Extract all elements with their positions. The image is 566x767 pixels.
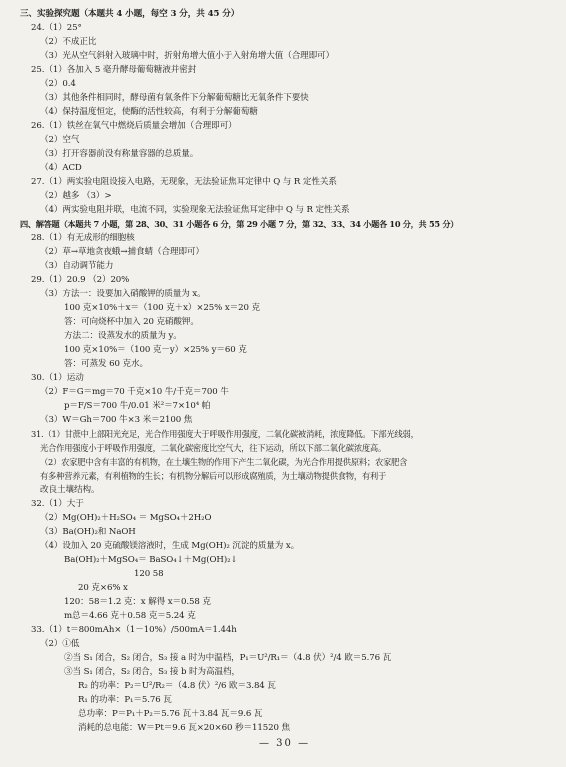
answer-line: 29.（1）20.9 （2）20% [31, 275, 130, 285]
answer-line: Ba(OH)₂＋MgSO₄＝ BaSO₄↓＋Mg(OH)₂↓ [64, 555, 238, 565]
answer-line: （2）0.4 [40, 79, 76, 89]
answer-line: （2）不成正比 [40, 37, 97, 47]
answer-line: 31.（1）甘蔗中上部阳光充足，光合作用强度大于呼吸作用强度，二氧化碳被消耗，浓度降低。下部光线弱， [31, 429, 419, 439]
answer-line: （3）打开容器前没有称量容器的总质量。 [40, 149, 199, 159]
answer-line: R₂ 的功率：P₂＝U²/R₂＝（4.8 伏）²/6 欧＝3.84 瓦 [78, 681, 276, 691]
answer-line: （2）①低 [40, 639, 80, 649]
answer-line: 25.（1）各加入 5 毫升酵母葡萄糖液并密封 [31, 65, 197, 75]
answer-line: 27.（1）两实验电阻设接入电路，无现象，无法验证焦耳定律中 Q 与 R 定性关系 [31, 177, 337, 187]
section-3-heading: 三、实验探究题（本题共 4 小题，每空 3 分，共 45 分） [20, 9, 240, 19]
answer-line: 消耗的总电能：W＝Pt＝9.6 瓦×20×60 秒＝11520 焦 [78, 723, 290, 733]
answer-line: 28.（1）有无成形的细胞核 [31, 233, 135, 243]
answer-line: 30.（1）运动 [31, 373, 84, 383]
answer-line: （2）草→草地贪夜蛾→捕食蜻（合理即可） [40, 247, 204, 257]
answer-line: 20 克×6% x [78, 583, 128, 593]
answer-line: （2）Mg(OH)₂＋H₂SO₄ ＝ MgSO₄＋2H₂O [40, 513, 212, 523]
answer-line: （4）两实验电阻并联，电流不同，实验现象无法验证焦耳定律中 Q 与 R 定性关系 [40, 205, 350, 215]
answer-line: 有多种营养元素，有利植物的生长；有机物分解后可以形成腐殖质，为土壤动物提供食物，有利于 [40, 471, 387, 481]
page-number: — 30 — [259, 738, 311, 749]
answer-line: 答：可向烧杯中加入 20 克硝酸钾。 [64, 317, 199, 327]
answer-line: 100 克×10%＋x＝（100 克＋x）×25% x＝20 克 [64, 303, 260, 313]
answer-line: （2）农家肥中含有丰富的有机物，在土壤生物的作用下产生二氧化碳，为光合作用提供原料；农家肥含 [40, 457, 408, 467]
answer-line: （3）其他条件相同时，酵母菌有氧条件下分解葡萄糖比无氧条件下要快 [40, 93, 309, 103]
answer-line: （4）保持温度恒定，使酶的活性较高，有利于分解葡萄糖 [40, 107, 258, 117]
answer-line: ③当 S₁ 闭合，S₂ 闭合，S₃ 接 b 时为高温档， [64, 667, 240, 677]
answer-line: （3）Ba(OH)₂和 NaOH [40, 527, 136, 537]
answer-line: （4）ACD [40, 163, 82, 173]
answer-line: 32.（1）大于 [31, 499, 84, 509]
answer-line: （4）设加入 20 克硫酸镁溶液时，生成 Mg(OH)₂ 沉淀的质量为 x。 [40, 541, 300, 551]
answer-line: 120 58 [134, 569, 164, 579]
answer-line: ②当 S₁ 闭合，S₂ 闭合，S₃ 接 a 时为中温档，P₁＝U²/R₁＝（4.8 伏）²/4 欧＝5.76 瓦 [64, 653, 392, 663]
answer-line: （3）自动调节能力 [40, 261, 114, 271]
answer-line: p＝F/S＝700 牛/0.01 米²＝7×10⁴ 帕 [64, 401, 211, 411]
answer-line: （3）方法一：设要加入硝酸钾的质量为 x。 [40, 289, 206, 299]
answer-line: 33.（1）t＝800mAh×（1－10%）/500mA＝1.44h [31, 625, 237, 635]
answer-line: 100 克×10%＝（100 克－y）×25% y＝60 克 [64, 345, 247, 355]
answer-line: 方法二：设蒸发水的质量为 y。 [64, 331, 182, 341]
section-4-heading: 四、解答题（本题共 7 小题，第 28、30、31 小题各 6 分，第 29 小题 7 分，第 32、33、34 小题各 10 分，共 55 分） [20, 219, 459, 229]
answer-line: 光合作用强度小于呼吸作用强度，二氧化碳密度比空气大，往下运动，所以下部二氧化碳浓度高。 [40, 443, 387, 453]
answer-line: 24.（1）25° [31, 23, 82, 33]
answer-line: m总＝4.66 克＋0.58 克＝5.24 克 [64, 611, 196, 621]
answer-line: R₁ 的功率：P₁＝5.76 瓦 [78, 695, 172, 705]
answer-line: （2）越多 （3）> [40, 191, 112, 201]
answer-line: （3）光从空气斜射入玻璃中时，折射角增大值小于入射角增大值（合理即可） [40, 51, 335, 61]
answer-line: （2）F＝G＝mg＝70 千克×10 牛/千克＝700 牛 [40, 387, 229, 397]
answer-line: 改良土壤结构。 [40, 485, 100, 495]
answer-line: 答：可蒸发 60 克水。 [64, 359, 148, 369]
answer-line: 120：58＝1.2 克：x 解得 x＝0.58 克 [64, 597, 211, 607]
answer-line: （3）W＝Gh＝700 牛×3 米＝2100 焦 [40, 415, 193, 425]
answer-line: （2）空气 [40, 135, 80, 145]
answer-line: 总功率：P＝P₁＋P₂＝5.76 瓦＋3.84 瓦＝9.6 瓦 [78, 709, 263, 719]
answer-line: 26.（1）铁丝在氧气中燃烧后质量会增加（合理即可） [31, 121, 237, 131]
